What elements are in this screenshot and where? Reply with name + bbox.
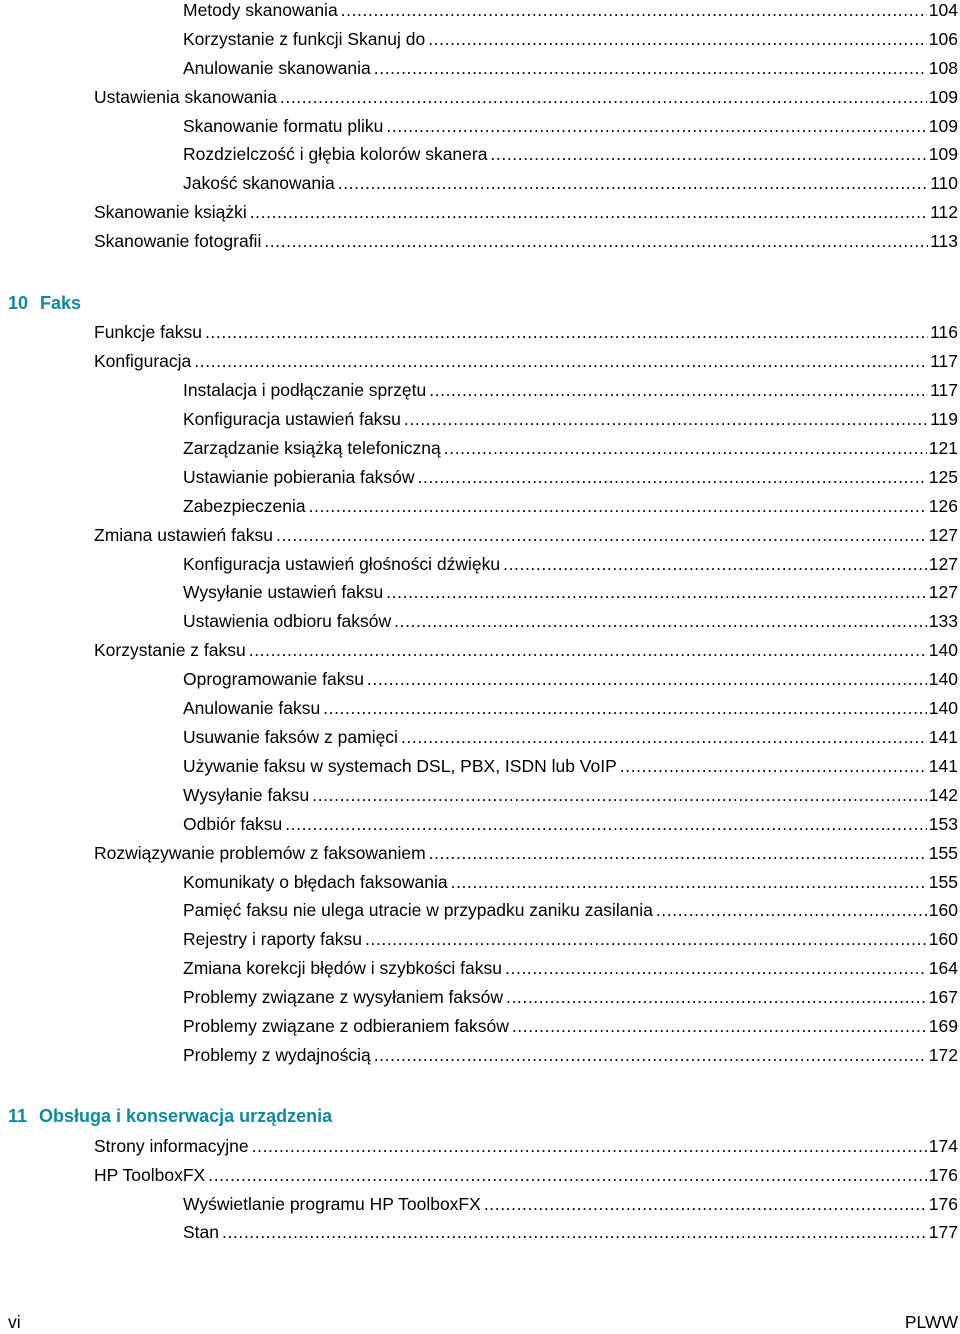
toc-leader-dots (264, 229, 928, 253)
toc-entry-title: Problemy związane z odbieraniem faksów (183, 1016, 509, 1036)
toc-entry-page: 174 (928, 1136, 958, 1156)
toc-entry[interactable] (183, 378, 958, 402)
toc-leader-dots (386, 114, 926, 138)
toc-leader-dots (285, 812, 927, 836)
toc-entry-title: Ustawianie pobierania faksów (183, 467, 415, 487)
toc-entry[interactable] (183, 1043, 958, 1067)
toc-entry[interactable] (94, 841, 958, 865)
toc-entry-page: 133 (928, 611, 958, 631)
toc-entry-title: Oprogramowanie faksu (183, 669, 364, 689)
toc-entry-page: 155 (928, 843, 958, 863)
chapter-heading[interactable] (8, 290, 81, 316)
toc-leader-dots (222, 1220, 927, 1244)
toc-entry[interactable] (94, 349, 958, 373)
toc-entry-title: Rozdzielczość i głębia kolorów skanera (183, 144, 488, 164)
toc-leader-dots (374, 1043, 927, 1067)
toc-entry[interactable] (94, 320, 958, 344)
toc-leader-dots (503, 552, 927, 576)
toc-entry[interactable] (183, 985, 958, 1009)
toc-entry-title: Usuwanie faksów z pamięci (183, 727, 398, 747)
toc-leader-dots (620, 754, 927, 778)
toc-leader-dots (249, 638, 927, 662)
toc-entry-page: 172 (928, 1045, 958, 1065)
toc-entry-title: Zabezpieczenia (183, 496, 306, 516)
toc-leader-dots (429, 841, 927, 865)
chapter-title: Faks (40, 293, 82, 313)
toc-leader-dots (194, 349, 928, 373)
toc-entry-page: 121 (928, 438, 958, 458)
chapter-title: Obsługa i konserwacja urządzenia (39, 1106, 333, 1126)
toc-leader-dots (656, 898, 927, 922)
toc-entry[interactable] (183, 0, 958, 22)
toc-entry-title: Konfiguracja ustawień głośności dźwięku (183, 554, 501, 574)
toc-leader-dots (250, 200, 928, 224)
toc-entry-title: Odbiór faksu (183, 814, 283, 834)
toc-entry-page: 119 (930, 409, 958, 429)
toc-entry-page: 127 (928, 554, 958, 574)
toc-entry[interactable] (183, 494, 958, 518)
toc-entry[interactable] (94, 1163, 958, 1187)
toc-entry-title: Zmiana ustawień faksu (94, 525, 273, 545)
toc-entry[interactable] (94, 200, 958, 224)
toc-entry[interactable] (183, 580, 958, 604)
toc-leader-dots (401, 725, 927, 749)
toc-leader-dots (444, 436, 927, 460)
toc-entry-page: 112 (930, 202, 958, 222)
toc-entry-page: 142 (928, 785, 958, 805)
toc-entry-title: Wysyłanie ustawień faksu (183, 582, 384, 602)
toc-entry[interactable] (183, 171, 958, 195)
toc-leader-dots (386, 580, 927, 604)
toc-entry-page: 109 (928, 144, 958, 164)
toc-entry-title: Komunikaty o błędach faksowania (183, 872, 448, 892)
toc-entry-page: 117 (930, 351, 958, 371)
toc-entry[interactable] (183, 407, 958, 431)
toc-entry[interactable] (183, 725, 958, 749)
toc-entry[interactable] (94, 1134, 958, 1158)
toc-entry[interactable] (183, 754, 958, 778)
toc-leader-dots (323, 696, 927, 720)
toc-entry-title: Korzystanie z faksu (94, 640, 246, 660)
toc-entry-page: 109 (928, 87, 958, 107)
toc-entry-page: 153 (928, 814, 958, 834)
toc-entry[interactable] (183, 812, 958, 836)
toc-leader-dots (394, 609, 927, 633)
toc-entry-title: Wysyłanie faksu (183, 785, 310, 805)
toc-entry[interactable] (183, 114, 958, 138)
toc-entry-page: 140 (928, 640, 958, 660)
toc-entry-page: 110 (930, 173, 958, 193)
toc-entry-page: 176 (928, 1194, 958, 1214)
toc-entry-page: 127 (928, 525, 958, 545)
toc-entry[interactable] (183, 667, 958, 691)
toc-entry-title: Skanowanie formatu pliku (183, 116, 384, 136)
toc-entry-title: Funkcje faksu (94, 322, 202, 342)
toc-entry-title: Korzystanie z funkcji Skanuj do (183, 29, 426, 49)
toc-leader-dots (280, 85, 927, 109)
toc-leader-dots (512, 1014, 927, 1038)
chapter-number: 10 (8, 293, 29, 313)
toc-leader-dots (309, 494, 927, 518)
toc-entry-title: Ustawienia skanowania (94, 87, 277, 107)
toc-leader-dots (428, 27, 927, 51)
toc-entry-title: HP ToolboxFX (94, 1165, 206, 1185)
toc-entry[interactable] (183, 898, 958, 922)
toc-leader-dots (490, 142, 926, 166)
toc-entry-page: 155 (928, 872, 958, 892)
footer-page-number: vi (8, 1312, 21, 1332)
toc-entry[interactable] (183, 956, 958, 980)
toc-entry[interactable] (183, 27, 958, 51)
toc-entry[interactable] (94, 638, 958, 662)
toc-entry-page: 160 (928, 929, 958, 949)
toc-entry-page: 108 (928, 58, 958, 78)
toc-entry-page: 167 (928, 987, 958, 1007)
toc-entry-page: 106 (928, 29, 958, 49)
toc-leader-dots (418, 465, 927, 489)
toc-entry-page: 141 (928, 756, 958, 776)
toc-entry[interactable] (183, 56, 958, 80)
toc-entry[interactable] (183, 552, 958, 576)
chapter-number: 11 (8, 1106, 28, 1126)
toc-entry-title: Anulowanie skanowania (183, 58, 371, 78)
toc-entry-title: Metody skanowania (183, 0, 338, 20)
toc-entry-title: Ustawienia odbioru faksów (183, 611, 392, 631)
toc-entry[interactable] (183, 436, 958, 460)
toc-leader-dots (365, 927, 927, 951)
toc-entry[interactable] (183, 1192, 958, 1216)
toc-entry[interactable] (183, 465, 958, 489)
toc-entry[interactable] (183, 696, 958, 720)
toc-entry[interactable] (183, 783, 958, 807)
toc-entry[interactable] (183, 927, 958, 951)
toc-leader-dots (205, 320, 928, 344)
toc-entry-title: Konfiguracja (94, 351, 192, 371)
toc-leader-dots (429, 378, 928, 402)
toc-entry[interactable] (94, 523, 958, 547)
toc-leader-dots (312, 783, 927, 807)
toc-entry-title: Pamięć faksu nie ulega utracie w przypadku zaniku zasilania (183, 900, 653, 920)
toc-entry-title: Zarządzanie książką telefoniczną (183, 438, 441, 458)
toc-entry-page: 113 (930, 231, 958, 251)
toc-leader-dots (338, 171, 928, 195)
toc-entry-page: 176 (928, 1165, 958, 1185)
toc-entry[interactable] (183, 1014, 958, 1038)
toc-leader-dots (451, 870, 927, 894)
toc-entry-title: Zmiana korekcji błędów i szybkości faksu (183, 958, 503, 978)
toc-entry-page: 109 (928, 116, 958, 136)
toc-entry-title: Konfiguracja ustawień faksu (183, 409, 401, 429)
toc-entry-page: 140 (928, 698, 958, 718)
toc-entry[interactable] (94, 229, 958, 253)
toc-leader-dots (506, 985, 927, 1009)
toc-leader-dots (505, 956, 927, 980)
toc-leader-dots (276, 523, 927, 547)
toc-entry-title: Instalacja i podłączanie sprzętu (183, 380, 427, 400)
toc-entry[interactable] (183, 1220, 958, 1244)
toc-entry[interactable] (183, 870, 958, 894)
toc-entry-title: Anulowanie faksu (183, 698, 321, 718)
toc-leader-dots (374, 56, 927, 80)
toc-entry-page: 127 (928, 582, 958, 602)
toc-leader-dots (484, 1192, 927, 1216)
toc-entry[interactable] (183, 142, 958, 166)
toc-entry-title: Strony informacyjne (94, 1136, 249, 1156)
toc-entry-page: 125 (928, 467, 958, 487)
toc-entry-title: Rozwiązywanie problemów z faksowaniem (94, 843, 426, 863)
toc-entry-page: 104 (928, 0, 958, 20)
toc-entry[interactable] (183, 609, 958, 633)
toc-entry-title: Stan (183, 1222, 219, 1242)
toc-leader-dots (252, 1134, 927, 1158)
toc-leader-dots (208, 1163, 927, 1187)
toc-entry-page: 160 (928, 900, 958, 920)
toc-entry-title: Jakość skanowania (183, 173, 335, 193)
toc-leader-dots (367, 667, 927, 691)
toc-entry-page: 116 (930, 322, 958, 342)
toc-entry-title: Wyświetlanie programu HP ToolboxFX (183, 1194, 481, 1214)
toc-entry-page: 169 (928, 1016, 958, 1036)
toc-entry-page: 164 (928, 958, 958, 978)
toc-entry-title: Skanowanie książki (94, 202, 247, 222)
toc-entry-page: 117 (930, 380, 958, 400)
toc-entry-title: Problemy związane z wysyłaniem faksów (183, 987, 503, 1007)
toc-entry-page: 126 (928, 496, 958, 516)
toc-entry-page: 177 (928, 1222, 958, 1242)
toc-leader-dots (341, 0, 927, 22)
toc-entry-page: 141 (928, 727, 958, 747)
toc-entry-page: 140 (928, 669, 958, 689)
chapter-heading[interactable] (8, 1103, 332, 1129)
toc-entry-title: Używanie faksu w systemach DSL, PBX, ISDN lub VoIP (183, 756, 617, 776)
toc-entry-title: Problemy z wydajnością (183, 1045, 371, 1065)
toc-entry-title: Rejestry i raporty faksu (183, 929, 362, 949)
toc-leader-dots (404, 407, 928, 431)
footer-label: PLWW (904, 1312, 958, 1332)
toc-entry[interactable] (94, 85, 958, 109)
toc-entry-title: Skanowanie fotografii (94, 231, 262, 251)
